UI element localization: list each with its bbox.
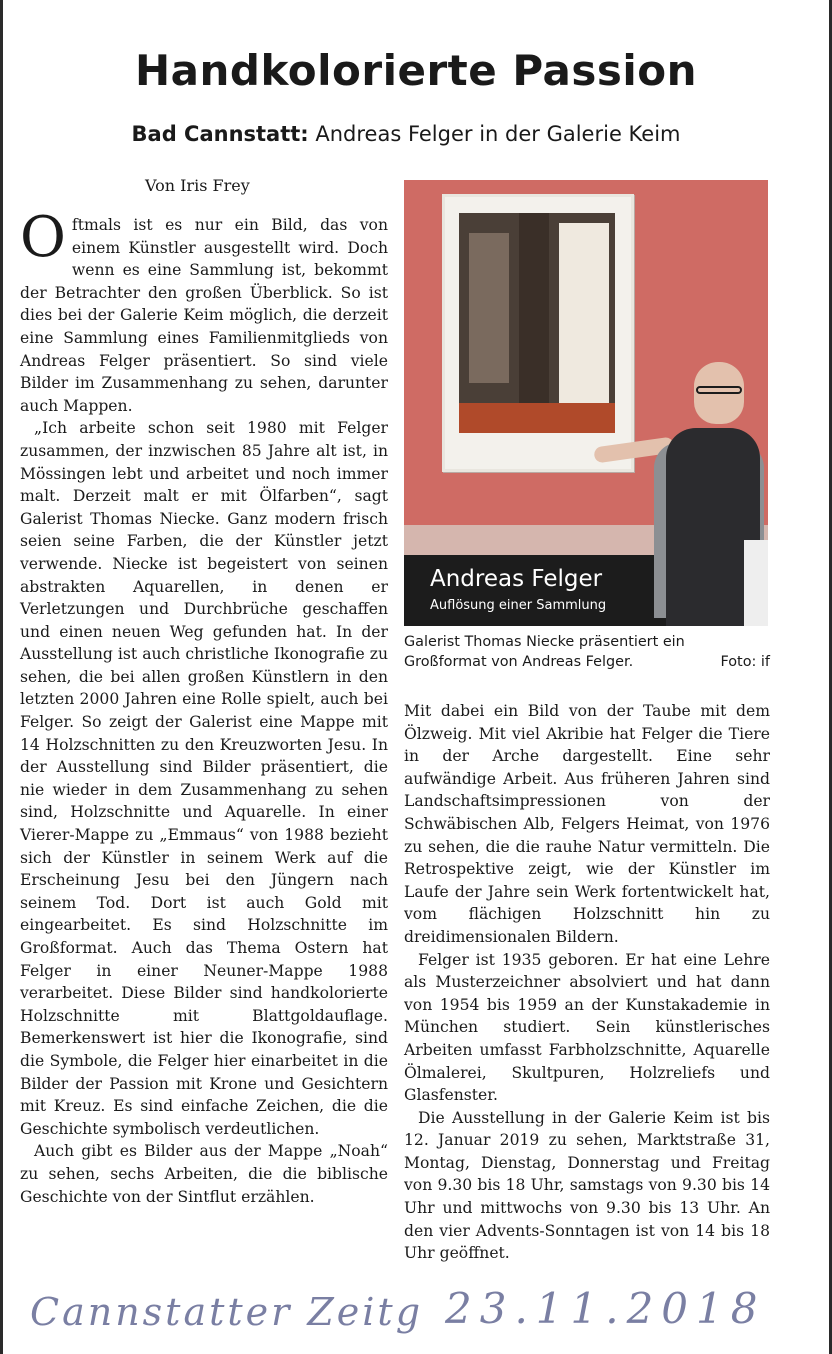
handwritten-source-note: Cannstatter Zeitg — [30, 1290, 424, 1334]
woodcut-bar — [519, 213, 549, 433]
photo-banner-title: Andreas Felger — [430, 566, 603, 592]
subhead-text: Andreas Felger in der Galerie Keim — [308, 122, 681, 146]
glasses-icon — [696, 386, 742, 394]
display-ledge — [744, 540, 768, 626]
article-column-right — [404, 700, 770, 1265]
paragraph: Auch gibt es Bilder aus der Mappe „Noah“ zu sehen, sechs Arbeiten, die die biblische Geschichte von der Sintflut erzählen. — [20, 1142, 388, 1206]
photo-banner-subtitle: Auflösung einer Sammlung — [430, 598, 607, 613]
photo-credit: Foto: if — [720, 654, 770, 670]
handwritten-date: 23.11.2018 — [445, 1284, 766, 1333]
woodcut-figure — [469, 233, 509, 383]
article-column-left — [20, 205, 388, 1208]
paragraph: Felger ist 1935 geboren. Er hat eine Lehre als Musterzeichner absolviert und hat dann von 1954 bis 1959 an der Kunstakademie in München studiert. Sein künstlerisches Arbeiten umfasst Farbholzschnitte, Aquarelle Ölmalerei, Skultpuren, Holzreliefs und Glasfenster. — [404, 950, 770, 1105]
paragraph — [20, 205, 388, 417]
paragraph: Die Ausstellung in der Galerie Keim ist bis 12. Januar 2019 zu sehen, Marktstraße 31, Montag, Dienstag, Donnerstag und Freitag von 9.30 bis 18 Uhr, samstags von 9.30 bis 14 Uhr und mittwochs von 9.30 bis 13 Uhr. An den vier Advents-Sonntagen ist von 14 bis 18 Uhr geöffnet. — [404, 1108, 770, 1263]
article-photo — [404, 180, 768, 626]
woodcut-light-figure — [559, 223, 609, 413]
subheadline — [6, 122, 806, 146]
caption-text: Großformat von Andreas Felger. — [404, 654, 634, 670]
byline: Von Iris Frey — [145, 176, 250, 195]
woodcut-base — [459, 403, 615, 433]
subhead-place: Bad Cannstatt: — [131, 122, 309, 146]
caption-line: Galerist Thomas Niecke präsentiert ein — [404, 634, 685, 650]
woodcut-image — [459, 213, 615, 433]
page-edge-left — [0, 0, 3, 1354]
paragraph-text: ftmals ist es nur ein Bild, das von einem Künstler ausgestellt wird. Doch wenn es eine Sammlung ist, bekommt der Betrachter den großen Überblick. So ist dies bei der Galerie Keim möglich, die derzeit eine Sammlung eines Familienmitglieds von Andreas Felger präsentiert. So sind viele Bilder im Zusammenhang zu sehen, darunter auch Mappen. — [20, 216, 388, 415]
paragraph: Mit dabei ein Bild von der Taube mit dem Ölzweig. Mit viel Akribie hat Felger die Tiere in der Arche dargestellt. Eine sehr aufwändige Arbeit. Aus früheren Jahren sind Landschaftsimpressionen von der Schwäbischen Alb, Felgers Heimat, von 1976 zu sehen, die die rauhe Natur vermitteln. Die Retrospektive zeigt, wie der Künstler im Laufe der Jahre sein Werk fortentwickelt hat, vom flächigen Holzschnitt hin zu dreidimensionalen Bildern. — [404, 702, 770, 946]
paragraph: „Ich arbeite schon seit 1980 mit Felger zusammen, der inzwischen 85 Jahre alt ist, in Mössingen lebt und arbeitet und noch immer malt. Derzeit malt er mit Ölfarben“, sagt Galerist Thomas Niecke. Ganz modern frisch seien seine Farben, die der Künstler jetzt verwende. Niecke ist begeistert von seinen abstrakten Aquarellen, in denen er Verletzungen und Durchbrüche geschaffen und einen neuen Weg gefunden hat. In der Ausstellung ist auch christliche Ikonografie zu sehen, die bei allen großen Künstlern in den letzten 2000 Jahren eine Rolle spielt, auch bei Felger. So zeigt der Galerist eine Mappe mit 14 Holzschnitten zu den Kreuzworten Jesu. In der Ausstellung sind Bilder präsentiert, die nie wieder in dem Zusammenhang zu sehen sind, Holzschnitte und Aquarelle. In einer Vierer-Mappe zu „Emmaus“ von 1988 bezieht sich der Künstler in seinem Werk auf die Erscheinung Jesu bei den Jüngern nach seinem Tod. Dort ist auch Gold mit eingearbeitet. Es sind Holzschnitte im Großformat. Auch das Thema Ostern hat Felger in einer Neuner-Mappe 1988 verarbeitet. Diese Bilder sind handkolorierte Holzschnitte mit Blattgoldauflage. Bemerkenswert ist hier die Ikonografie, sind die Symbole, die Felger hier einarbeitet in die Bilder der Passion mit Krone und Gesichtern mit Kreuz. Es sind einfache Zeichen, die die Geschichte symbolisch verdeutlichen. — [20, 419, 388, 1138]
photo-caption — [404, 632, 770, 672]
drop-cap: O — [20, 205, 66, 270]
framed-artwork — [442, 194, 634, 472]
caption-line — [404, 652, 770, 672]
headline: Handkolorierte Passion — [134, 46, 697, 95]
